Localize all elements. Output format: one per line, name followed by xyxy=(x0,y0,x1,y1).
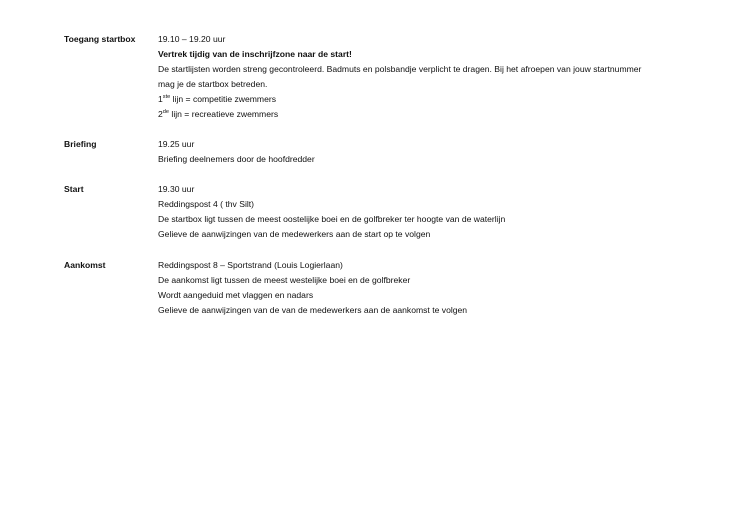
section-label: Start xyxy=(64,184,84,194)
section-content xyxy=(158,258,750,318)
text-line: Reddingspost 8 – Sportstrand (Louis Logierlaan) xyxy=(158,260,343,270)
section-content xyxy=(158,32,750,123)
section-content xyxy=(158,137,750,167)
text-line: Wordt aangeduid met vlaggen en nadars xyxy=(158,290,314,301)
text-line: Reddingspost 4 ( thv Silt) xyxy=(158,199,255,210)
text-line: Briefing deelnemers door de hoofdredder xyxy=(158,154,315,165)
text-line: De aankomst ligt tussen de meest westelijke boei en de golfbreker xyxy=(158,275,411,286)
text-line: Gelieve de aanwijzingen van de medewerkers aan de start op te volgen xyxy=(158,229,431,240)
time-line: 19.30 uur xyxy=(158,184,195,194)
section-label: Briefing xyxy=(64,139,97,149)
time-line: 19.10 – 19.20 uur xyxy=(158,34,226,44)
section-label: Aankomst xyxy=(64,260,106,270)
lane-line: 2de lijn = recreatieve zwemmers xyxy=(158,109,279,120)
lane-line: 1ste lijn = competitie zwemmers xyxy=(158,94,277,105)
time-line: 19.25 uur xyxy=(158,139,195,149)
text-line: De startbox ligt tussen de meest oostelijke boei en de golfbreker ter hoogte van de waterlijn xyxy=(158,214,506,225)
section-label: Toegang startbox xyxy=(64,34,136,44)
section-content xyxy=(158,182,750,242)
text-line: De startlijsten worden streng gecontroleerd. Badmuts en polsbandje verplicht te dragen. Bij het afroepen van jouw startnummer xyxy=(158,64,642,75)
text-line: Gelieve de aanwijzingen van de van de medewerkers aan de aankomst te volgen xyxy=(158,305,468,316)
emphasis-line: Vertrek tijdig van de inschrijfzone naar de start! xyxy=(158,49,352,60)
text-line: mag je de startbox betreden. xyxy=(158,79,268,90)
